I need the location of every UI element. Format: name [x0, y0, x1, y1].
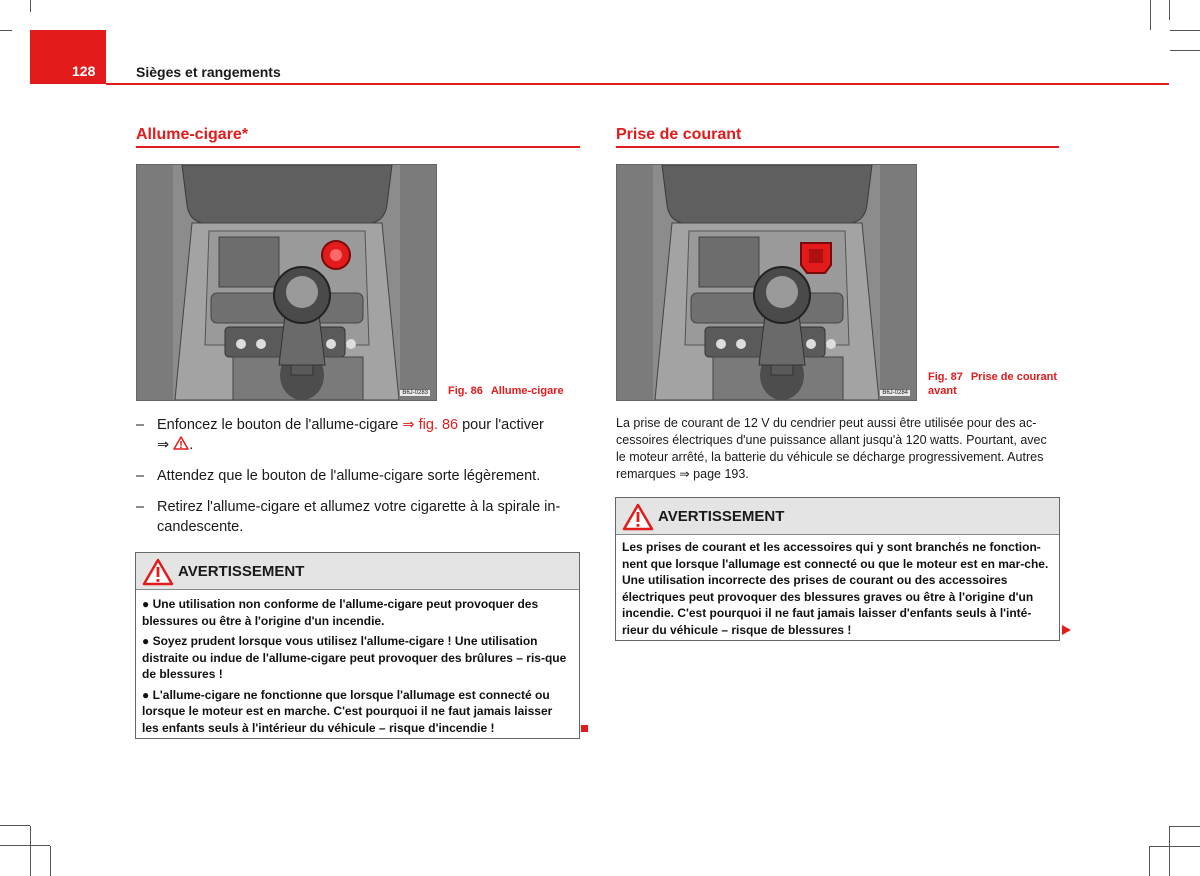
continued-arrow-icon [1062, 625, 1071, 635]
section-rule [616, 146, 1059, 148]
crop-mark [1169, 0, 1170, 20]
figure-87-caption [928, 370, 1060, 398]
figure-86-image [136, 164, 437, 401]
header-rule [106, 83, 1169, 85]
section-end-marker [581, 725, 588, 732]
crop-mark [1150, 846, 1200, 847]
step-dash: – [136, 417, 145, 433]
figure-link[interactable]: ⇒ fig. 86 [402, 417, 459, 433]
crop-mark [0, 845, 50, 846]
step-dash: – [136, 468, 145, 484]
figure-code: B6J-0283 [402, 390, 428, 396]
crop-mark [1170, 50, 1200, 51]
crop-mark [1149, 846, 1150, 876]
section-title-allume-cigare: Allume-cigare* [136, 126, 249, 143]
crop-mark [1150, 0, 1151, 30]
crop-mark [0, 30, 12, 31]
warning-title: AVERTISSEMENT [178, 563, 305, 580]
paragraph: La prise de courant de 12 V du cendrier peut aussi être utilisée pour des ac-cessoires électriques d'une puissance allant jusqu'à 120 watts. Pourtant, avec le moteur arrêté, la batterie du véhicule se décharge progressivement. Autres remarques ⇒ page 193. [616, 416, 1047, 481]
step-text: Retirez l'allume-cigare et allumez votre cigarette à la spirale in-candescente. [157, 499, 561, 535]
section-rule [136, 146, 580, 148]
crop-mark [1170, 30, 1200, 31]
warning-text: Les prises de courant et les accessoires qui y sont branchés ne fonction-nent que lorsque l'allumage est connecté ou que le moteur est en mar-che. Une utilisation incorrecte des prises de courant ou des accessoires électriques peut provoquer des blessures graves ou être à l'origine d'un incendie. C'est pourquoi il ne faut jamais laisser d'enfants seuls à l'inté-rieur du véhicule – risque de blessures ! [622, 540, 1049, 637]
warning-item: ● L'allume-cigare ne fonctionne que lorsque l'allumage est connecté ou lorsque le moteur est en marche. C'est pourquoi il ne faut jamais laisser les enfants seuls à l'intérieur du véhicule – risque d'incendie ! [142, 687, 553, 735]
step-text: Enfoncez le bouton de l'allume-cigare [157, 417, 403, 433]
crop-mark [1169, 826, 1170, 876]
warning-body [136, 590, 579, 736]
warning-triangle-icon[interactable] [173, 436, 189, 450]
warning-title: AVERTISSEMENT [658, 508, 785, 525]
warning-body [616, 535, 1059, 638]
warning-header [616, 498, 1059, 535]
warning-box-left [135, 552, 580, 739]
warning-item: ● Une utilisation non conforme de l'allume-cigare peut provoquer des blessures ou être à l'origine d'un incendie. [142, 597, 539, 628]
caption-text: Allume-cigare [490, 385, 564, 397]
crop-mark [50, 846, 51, 876]
caption-number: Fig. 86 [448, 385, 483, 397]
center-console-illustration [137, 165, 436, 400]
figure-86-caption [448, 384, 578, 398]
warning-triangle-icon [142, 558, 174, 586]
page-number: 128 [72, 63, 96, 79]
crop-mark [30, 0, 31, 12]
section-title-prise-de-courant: Prise de courant [616, 126, 742, 143]
figure-code: B6J-0284 [882, 390, 908, 396]
step-dash: – [136, 499, 145, 515]
figure-87-image [616, 164, 917, 401]
crop-mark [30, 826, 31, 876]
crop-mark [0, 825, 30, 826]
warning-header [136, 553, 579, 590]
warning-triangle-icon [622, 503, 654, 531]
center-console-illustration [617, 165, 916, 400]
warning-box-right [615, 497, 1060, 641]
step-text: Attendez que le bouton de l'allume-cigare sorte légèrement. [157, 468, 541, 484]
caption-text: Prise de courant avant [928, 371, 1058, 397]
crop-mark [1170, 826, 1200, 827]
running-head: Sièges et rangements [136, 64, 281, 80]
caption-number: Fig. 87 [928, 371, 963, 383]
warning-item: ● Soyez prudent lorsque vous utilisez l'allume-cigare ! Une utilisation distraite ou indue de l'allume-cigare peut provoquer des brûlures – ris-que de blessures ! [142, 634, 567, 681]
